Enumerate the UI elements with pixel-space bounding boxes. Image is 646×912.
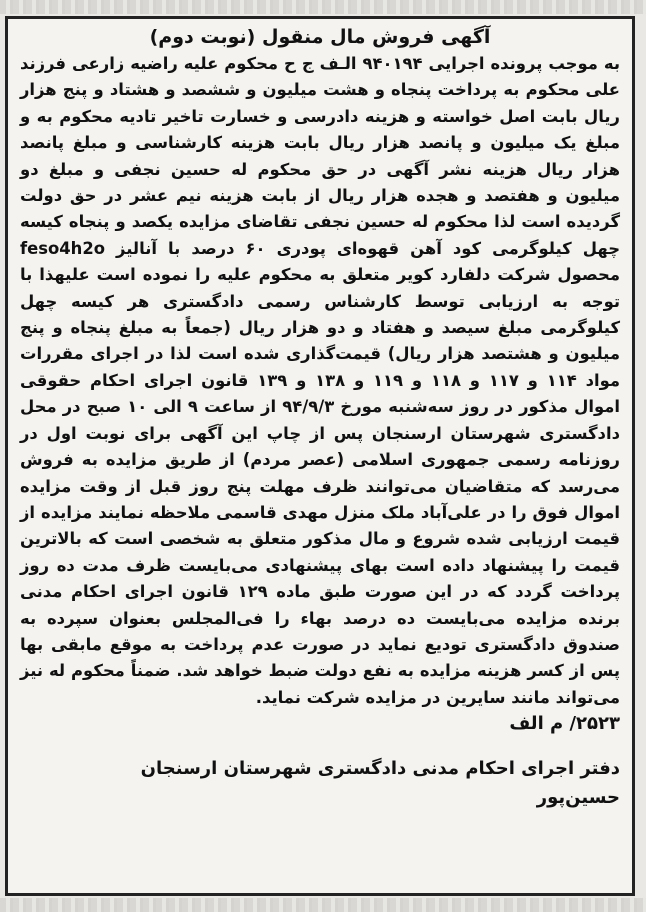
top-page-bleed: [0, 0, 646, 14]
bottom-page-bleed: [0, 898, 646, 912]
notice-frame: [5, 16, 635, 896]
notice-content: [8, 19, 632, 811]
notice-body: به موجب پرونده اجرایی ۹۴۰۱۹۴ الـف ج ح محکوم علیه راضیه زارعی فرزند علی محکوم به پرداخت پنجاه و هشت میلیون و ششصد و هشتاد و پنج هزار ریال بابت اصل خواسته و هزینه دادرسی و خسارت تاخیر تادیه محکوم به و مبلغ یک میلیون و پانصد هزار ریال بابت هزینه کارشناسی و مبلغ پانصد هزار ریال هزینه نشر آگهی در حق محکوم له حسین نجفی و مبلغ دو میلیون و هفتصد و هجده هزار ریال از بابت هزینه نیم عشر در حق دولت گردیده است لذا محکوم له حسین نجفی تقاضای مزایده یکصد و پنجاه کیسه چهل کیلوگرمی کود آهن قهوه‌ای پودری ۶۰ درصد با آنالیز feso4h2o محصول شرکت دلفارد کویر متعلق به محکوم علیه را نموده است علیهذا با توجه به ارزیابی توسط کارشناس رسمی دادگستری هر کیسه چهل کیلوگرمی مبلغ سیصد و هفتاد و دو هزار ریال (جمعاً به مبلغ پنجاه و پنج میلیون و هشتصد هزار ریال) قیمت‌گذاری شده است لذا در اجرای مقررات مواد ۱۱۴ و ۱۱۷ و ۱۱۸ و ۱۱۹ و ۱۳۸ و ۱۳۹ قانون اجرای احکام حقوقی اموال مذکور در روز سه‌شنبه مورخ ۹۴/۹/۳ از ساعت ۹ الی ۱۰ صبح در محل دادگستری شهرستان ارسنجان پس از چاپ این آگهی برای نوبت اول در روزنامه رسمی جمهوری اسلامی (عصر مردم) از طریق مزایده به فروش می‌رسد که متقاضیان می‌توانند ظرف مهلت پنج روز قبل از وقت مزایده اموال فوق را در علی‌آباد ملک منزل مهدی قاسمی ملاحظه نمایند مزایده از قیمت ارزیابی شده شروع و مال مذکور متعلق به شخصی است که بالاترین قیمت را پیشنهاد داده است بهای پیشنهادی می‌بایست ظرف مدت ده روز پرداخت گردد که در این صورت طبق ماده ۱۲۹ قانون اجرای احکام مدنی برنده مزایده می‌بایست ده درصد بهاء را فی‌المجلس بعنوان سپرده به صندوق دادگستری تودیع نماید در صورت عدم پرداخت به موقع مابقی بها پس از کسر هزینه مزایده به نفع دولت ضبط خواهد شد. ضمناً محکوم له نیز می‌تواند مانند سایرین در مزایده شرکت نماید.: [20, 54, 621, 707]
signature-office: دفتر اجرای احکام مدنی دادگستری شهرستان ارسنجان: [140, 758, 620, 780]
notice-reference: ۲۵۲۳/ م الف: [509, 713, 620, 735]
signature-name: حسین‌پور: [536, 787, 620, 809]
notice-title: آگهی فروش مال منقول (نوبت دوم): [149, 26, 491, 48]
